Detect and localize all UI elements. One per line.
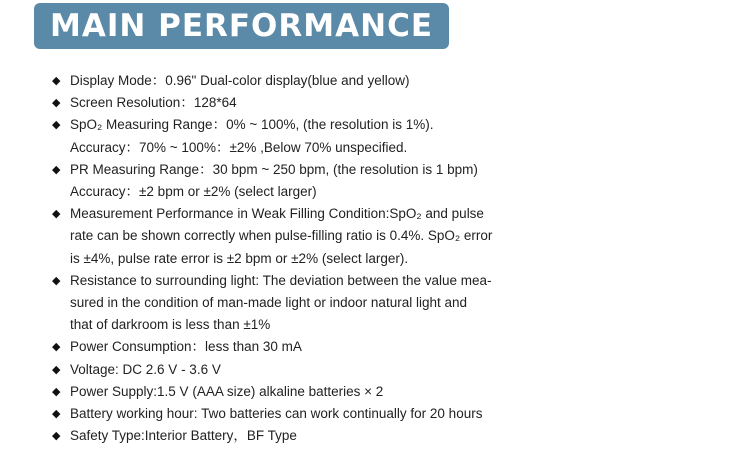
diamond-bullet-icon: ◆ <box>52 341 61 354</box>
spec-line: Safety Type:Interior Battery，BF Type <box>70 428 297 444</box>
spec-line: Display Mode：0.96" Dual-color display(blue and yellow) <box>70 73 410 88</box>
spec-item <box>52 381 732 403</box>
spec-line: Accuracy：±2 bpm or ±2% (select larger) <box>70 184 317 200</box>
diamond-bullet-icon: ◆ <box>52 430 61 443</box>
diamond-bullet-icon: ◆ <box>52 408 61 421</box>
diamond-bullet-icon: ◆ <box>52 385 61 398</box>
spec-item <box>52 203 732 270</box>
spec-text <box>70 270 492 337</box>
spec-text <box>70 403 482 425</box>
diamond-bullet-icon: ◆ <box>52 163 61 176</box>
spec-line: Battery working hour: Two batteries can work continually for 20 hours <box>70 406 483 422</box>
spec-item <box>52 270 732 337</box>
spec-text <box>70 359 221 381</box>
spec-item <box>52 159 732 203</box>
spec-line: sured in the condition of man-made light or indoor natural light and <box>70 295 467 311</box>
spec-line: PR Measuring Range：30 bpm ~ 250 bpm, (the resolution is 1 bpm) <box>70 161 478 177</box>
spec-line: Accuracy：70% ~ 100%：±2% ,Below 70% unspecified. <box>70 139 408 155</box>
spec-line: SpO₂ Measuring Range：0% ~ 100%, (the resolution is 1%). <box>70 117 434 133</box>
spec-line: Power Supply:1.5 V (AAA size) alkaline batteries × 2 <box>70 383 384 399</box>
page-title: MAIN PERFORMANCE <box>50 8 433 44</box>
header-banner <box>34 3 449 49</box>
diamond-bullet-icon: ◆ <box>52 75 61 87</box>
spec-line: Voltage: DC 2.6 V - 3.6 V <box>70 361 221 377</box>
spec-item <box>52 403 732 425</box>
spec-line: is ±4%, pulse rate error is ±2 bpm or ±2% (select larger). <box>70 250 409 266</box>
spec-list <box>52 70 732 447</box>
spec-item <box>52 92 732 114</box>
spec-text <box>70 203 492 270</box>
spec-line: Resistance to surrounding light: The deviation between the value mea- <box>70 272 492 288</box>
spec-item <box>52 336 732 358</box>
spec-text <box>70 92 237 114</box>
spec-line: Power Consumption：less than 30 mA <box>70 339 302 355</box>
diamond-bullet-icon: ◆ <box>52 274 61 287</box>
diamond-bullet-icon: ◆ <box>52 363 61 376</box>
spec-item <box>52 425 732 447</box>
spec-text <box>70 336 302 358</box>
diamond-bullet-icon: ◆ <box>52 119 61 132</box>
spec-text <box>70 381 383 403</box>
spec-line: rate can be shown correctly when pulse-filling ratio is 0.4%. SpO₂ error <box>70 228 493 244</box>
spec-item <box>52 359 732 381</box>
spec-text <box>70 159 478 203</box>
spec-text <box>70 70 409 92</box>
diamond-bullet-icon: ◆ <box>52 208 61 221</box>
spec-line: Measurement Performance in Weak Filling Condition:SpO₂ and pulse <box>70 206 484 222</box>
spec-item <box>52 114 732 158</box>
spec-text <box>70 425 297 447</box>
spec-line: that of darkroom is less than ±1% <box>70 317 271 333</box>
spec-line: Screen Resolution：128*64 <box>70 95 237 111</box>
spec-text <box>70 114 434 158</box>
spec-item <box>52 70 732 92</box>
diamond-bullet-icon: ◆ <box>52 97 61 110</box>
